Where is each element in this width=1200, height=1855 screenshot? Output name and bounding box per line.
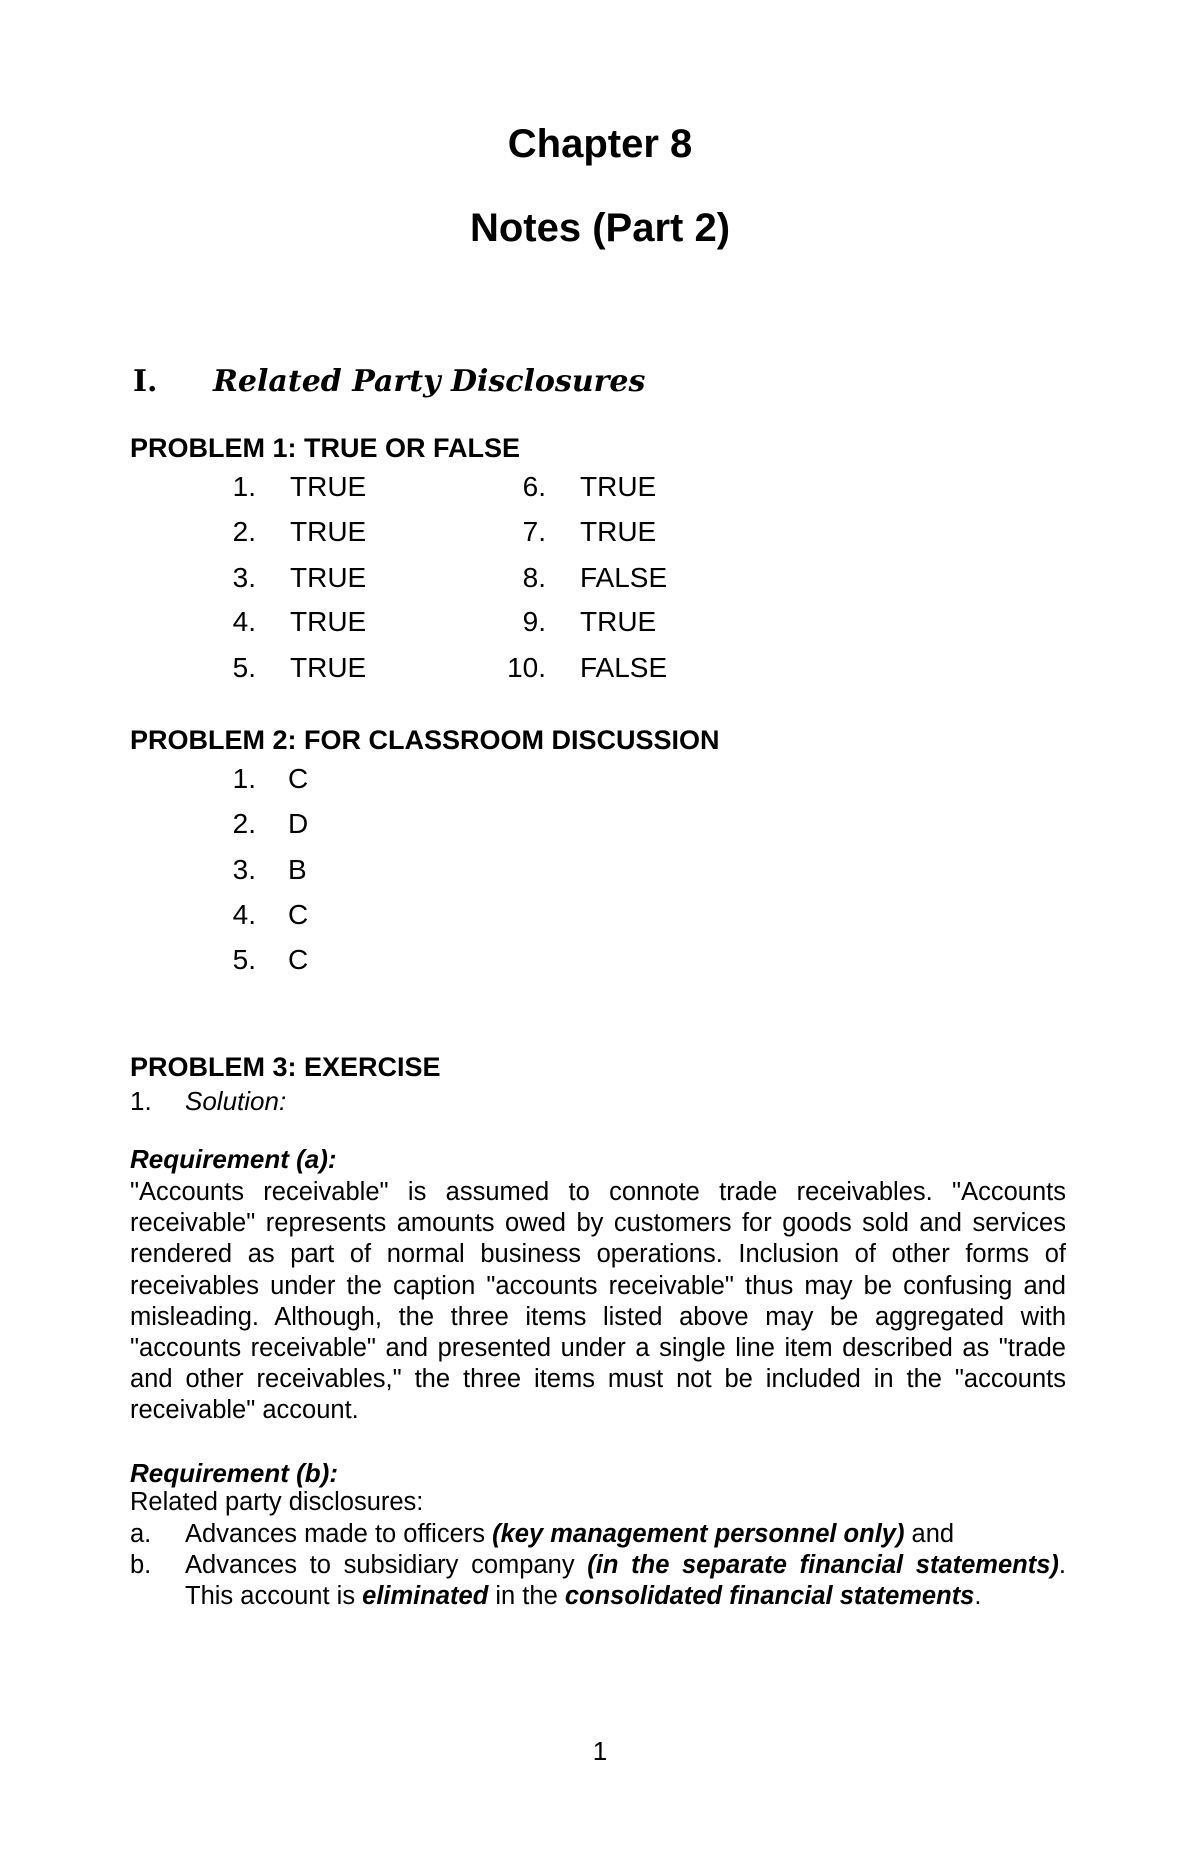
section-heading	[133, 364, 646, 399]
item-number: 5.	[232, 944, 256, 975]
section-title: Related Party Disclosures	[213, 364, 646, 399]
related-party-intro: Related party disclosures:	[130, 1488, 424, 1516]
list-item-body	[185, 1550, 1066, 1612]
requirement-a-paragraph: "Accounts receivable" is assumed to connote trade receivables. "Accounts receivable" represents amounts owed by customers for goods sold and services rendered as part of normal business operations. Inclusion of other forms of receivables under the caption "accounts receivable" thus may be confusing and misleading. Although, the three items listed above may be aggregated with "accounts receivable" and presented under a single line item described as "trade and other receivables," the three items must not be included in the "accounts receivable" account.	[130, 1178, 1066, 1425]
problem-3-heading: PROBLEM 3: EXERCISE	[130, 1052, 441, 1082]
item-answer: C	[288, 944, 309, 975]
item-number: 4.	[232, 899, 256, 930]
problem-2-heading: PROBLEM 2: FOR CLASSROOM DISCUSSION	[130, 725, 720, 755]
requirement-a-label: Requirement (a):	[130, 1144, 337, 1174]
item-number: 3.	[232, 854, 256, 885]
item-number: 6.	[522, 471, 546, 502]
item-answer: TRUE	[580, 606, 657, 637]
item-answer: TRUE	[290, 652, 367, 683]
item-emphasis: consolidated financial statements	[564, 1582, 975, 1610]
item-number: 4.	[232, 606, 256, 637]
item-text: Advances to subsidiary company	[185, 1551, 588, 1579]
list-marker: a.	[130, 1520, 152, 1548]
item-text: .	[974, 1582, 982, 1610]
list-item-a	[130, 1519, 1066, 1550]
item-text: and	[904, 1520, 955, 1548]
item-number: 8.	[522, 562, 546, 593]
solution-line	[130, 1088, 286, 1114]
item-text: in the	[488, 1582, 565, 1610]
item-number: 5.	[232, 652, 256, 683]
notes-subtitle: Notes (Part 2)	[469, 206, 731, 250]
item-emphasis: eliminated	[362, 1582, 489, 1610]
list-item-b	[130, 1550, 1066, 1612]
page-number: 1	[592, 1736, 608, 1766]
item-answer: TRUE	[290, 562, 367, 593]
item-text: Advances made to officers	[185, 1520, 493, 1548]
item-answer: TRUE	[580, 471, 657, 502]
item-text: . This account is	[185, 1551, 1066, 1610]
item-number: 1.	[232, 763, 256, 794]
solution-number: 1.	[130, 1086, 152, 1116]
item-answer: TRUE	[290, 516, 367, 547]
list-item-body	[185, 1519, 1066, 1550]
item-number: 2.	[232, 808, 256, 839]
item-answer: TRUE	[290, 606, 367, 637]
problem-1-heading: PROBLEM 1: TRUE OR FALSE	[130, 433, 521, 463]
item-answer: D	[288, 808, 309, 839]
solution-label: Solution:	[185, 1086, 287, 1116]
list-marker: b.	[130, 1551, 152, 1579]
chapter-title: Chapter 8	[507, 122, 693, 166]
item-answer: FALSE	[580, 652, 668, 683]
item-answer: TRUE	[290, 471, 367, 502]
item-answer: B	[288, 854, 307, 885]
item-answer: C	[288, 763, 309, 794]
item-number: 1.	[232, 471, 256, 502]
requirement-b-label: Requirement (b):	[130, 1458, 338, 1488]
item-answer: TRUE	[580, 516, 657, 547]
item-emphasis: (in the separate financial statements)	[587, 1551, 1059, 1579]
item-emphasis: (key management personnel only)	[492, 1520, 905, 1548]
item-number: 3.	[232, 562, 256, 593]
item-number: 7.	[522, 516, 546, 547]
item-answer: C	[288, 899, 309, 930]
item-number: 10.	[507, 652, 546, 683]
item-answer: FALSE	[580, 562, 668, 593]
item-number: 2.	[232, 516, 256, 547]
section-number: I.	[133, 364, 158, 399]
item-number: 9.	[522, 606, 546, 637]
